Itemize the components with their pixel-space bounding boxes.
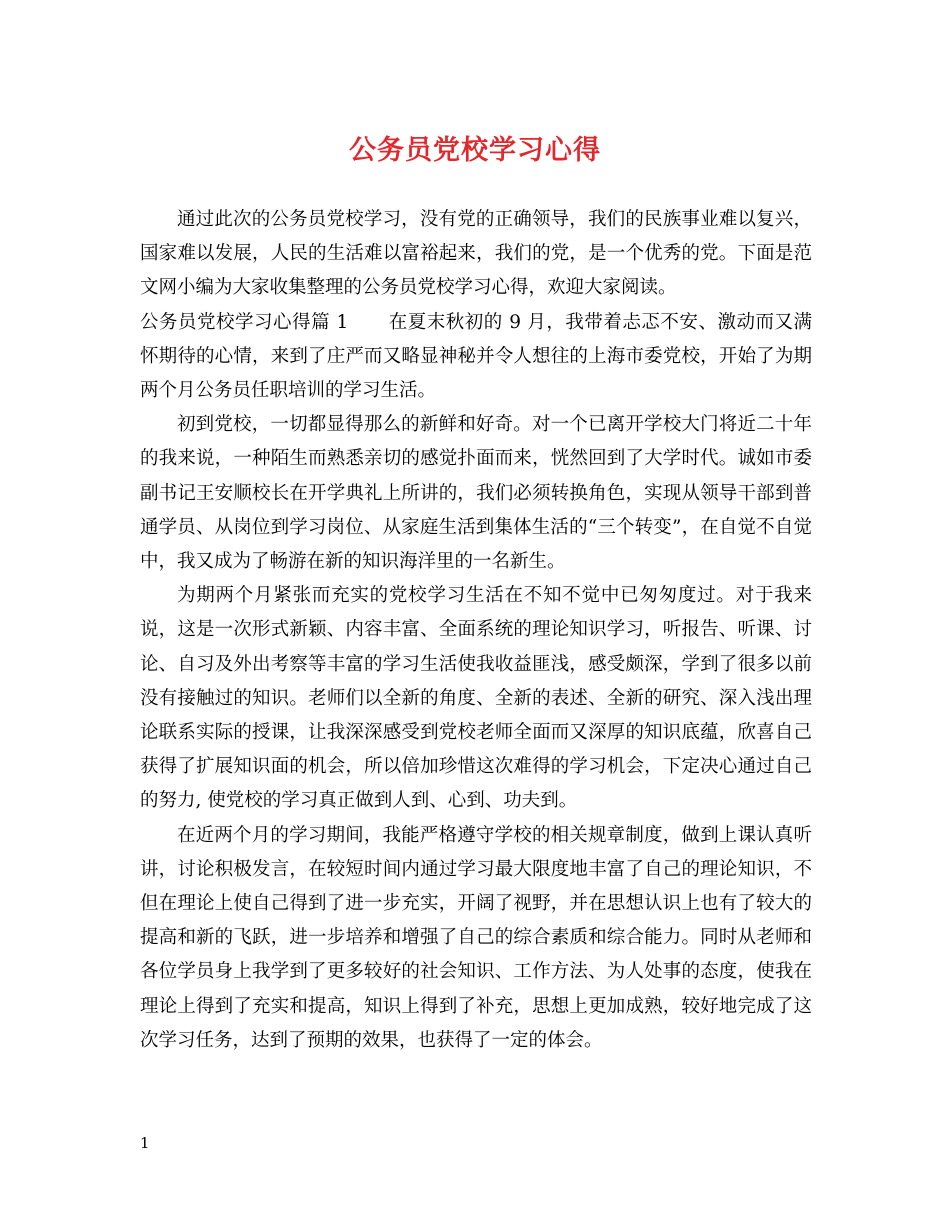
body-paragraph: 为期两个月紧张而充实的党校学习生活在不知不觉中已匆匆度过。对于我来说，这是一次形式新颖、内容丰富、全面系统的理论知识学习，听报告、听课、讨论、自习及外出考察等丰富的学习生活使我收益匪浅，感受颇深，学到了很多以前没有接触过的知识。老师们以全新的角度、全新的表述、全新的研究、深入浅出理论联系实际的授课，让我深深感受到党校老师全面而又深厚的知识底蕴，欣喜自己获得了扩展知识面的机会，所以倍加珍惜这次难得的学习机会，下定决心通过自己的努力, 使党校的学习真正做到人到、心到、功夫到。 [140, 585, 812, 812]
section-paragraph [140, 306, 812, 409]
section-text: 在夏末秋初的 9 月，我带着忐忑不安、激动而又满怀期待的心情，来到了庄严而又略显神秘并令人想往的上海市委党校，开始了为期两个月公务员任职培训的学习生活。 [140, 311, 812, 402]
body-paragraph: 在近两个月的学习期间，我能严格遵守学校的相关规章制度，做到上课认真听讲，讨论积极发言，在较短时间内通过学习最大限度地丰富了自己的理论知识，不但在理论上使自己得到了进一步充实，开阔了视野，并在思想认识上也有了较大的提高和新的飞跃，进一步培养和增强了自己的综合素质和综合能力。同时从老师和各位学员身上我学到了更多较好的社会知识、工作方法、为人处事的态度，使我在理论上得到了充实和提高，知识上得到了补充，思想上更加成熟，较好地完成了这次学习任务，达到了预期的效果，也获得了一定的体会。 [140, 824, 812, 1051]
intro-paragraph: 通过此次的公务员党校学习，没有党的正确领导，我们的民族事业难以复兴，国家难以发展，人民的生活难以富裕起来，我们的党，是一个优秀的党。下面是范文网小编为大家收集整理的公务员党校学习心得，欢迎大家阅读。 [140, 209, 812, 299]
page-number: 1 [140, 1134, 150, 1152]
section-heading: 公务员党校学习心得篇 1 [140, 311, 349, 333]
document-title: 公务员党校学习心得 [349, 135, 601, 166]
document-body [140, 203, 812, 1058]
body-paragraph: 初到党校，一切都显得那么的新鲜和好奇。对一个已离开学校大门将近二十年的我来说，一种陌生而熟悉亲切的感觉扑面而来，恍然回到了大学时代。诚如市委副书记王安顺校长在开学典礼上所讲的，我们必须转换角色，实现从领导干部到普通学员、从岗位到学习岗位、从家庭生活到集体生活的“三个转变”，在自觉不自觉中，我又成为了畅游在新的知识海洋里的一名新生。 [140, 414, 812, 573]
